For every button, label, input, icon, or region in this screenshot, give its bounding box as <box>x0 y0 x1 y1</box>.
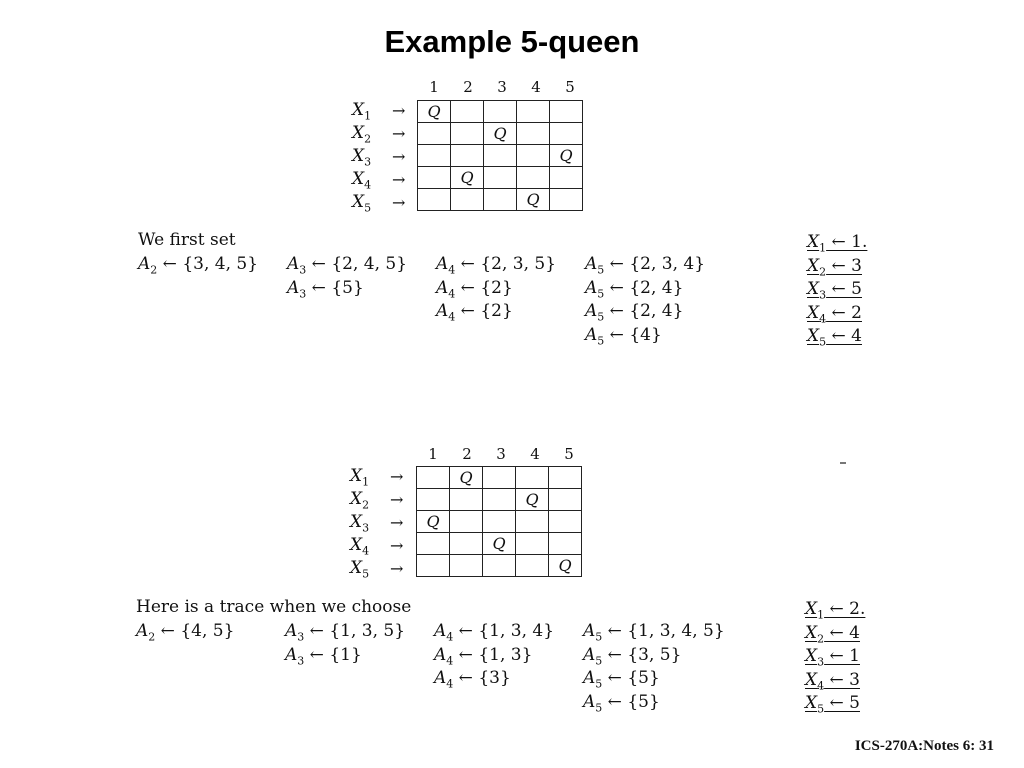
row-arrow-icon: → <box>390 513 404 532</box>
row-label: $X_5$ <box>352 192 372 215</box>
board-cell <box>450 489 483 511</box>
domain-update: $A_3$ ← {1} <box>285 644 362 667</box>
board-cell <box>418 123 451 145</box>
domain-update: $A_5$ ← {4} <box>585 324 662 347</box>
column-header: 2 <box>463 78 473 96</box>
domain-update: $A_5$ ← {1, 3, 4, 5} <box>583 621 725 644</box>
variable-assignment: $X_3$ ← 5 <box>807 279 862 302</box>
domain-update: $A_5$ ← {2, 4} <box>585 277 684 300</box>
domain-update: $A_2$ ← {3, 4, 5} <box>138 254 259 277</box>
domain-update: $A_4$ ← {2} <box>436 277 513 300</box>
queen-cell: Q <box>450 467 483 489</box>
board-cell <box>418 145 451 167</box>
variable-assignment: $X_5$ ← 4 <box>807 326 862 349</box>
board-cell <box>451 145 484 167</box>
row-arrow-icon: → <box>390 490 404 509</box>
domain-update: $A_3$ ← {5} <box>287 277 364 300</box>
board-cell <box>549 533 582 555</box>
domain-update: $A_4$ ← {2, 3, 5} <box>436 254 557 277</box>
board-cell <box>549 489 582 511</box>
board-cell <box>484 145 517 167</box>
domain-update: $A_5$ ← {2, 3, 4} <box>585 254 706 277</box>
board-cell <box>417 467 450 489</box>
board-cell <box>516 511 549 533</box>
row-arrow-icon: → <box>390 536 404 555</box>
column-header: 3 <box>497 78 507 96</box>
domain-update: $A_5$ ← {2, 4} <box>585 301 684 324</box>
domain-update: $A_4$ ← {1, 3, 4} <box>434 621 555 644</box>
column-header: 3 <box>496 445 506 463</box>
board-cell <box>483 555 516 577</box>
board-cell <box>451 123 484 145</box>
row-arrow-icon: → <box>390 467 404 486</box>
variable-assignment: $X_3$ ← 1 <box>805 646 860 669</box>
variable-assignment: $X_1$ ← 1. <box>807 232 868 255</box>
board-row <box>417 511 582 533</box>
row-label: $X_1$ <box>350 466 370 489</box>
board-cell <box>450 555 483 577</box>
column-header: 4 <box>530 445 540 463</box>
board-cell <box>451 101 484 123</box>
board-cell <box>484 167 517 189</box>
board-cell <box>483 511 516 533</box>
row-label: $X_2$ <box>352 123 372 146</box>
board-cell <box>417 555 450 577</box>
variable-assignment: $X_5$ ← 5 <box>805 693 860 716</box>
domain-update: $A_5$ ← {3, 5} <box>583 644 682 667</box>
row-label: $X_5$ <box>350 558 370 581</box>
queen-cell: Q <box>517 189 550 211</box>
board-cell <box>417 489 450 511</box>
queen-cell: Q <box>550 145 583 167</box>
board-cell <box>450 511 483 533</box>
board-cell <box>417 533 450 555</box>
board-cell <box>516 467 549 489</box>
board-cell <box>418 189 451 211</box>
board-cell <box>483 489 516 511</box>
board-row <box>417 467 582 489</box>
board-cell <box>484 101 517 123</box>
row-arrow-icon: → <box>392 193 406 212</box>
board-row <box>418 145 583 167</box>
queen-cell: Q <box>451 167 484 189</box>
column-header: 1 <box>428 445 438 463</box>
column-header: 5 <box>564 445 574 463</box>
column-header: 2 <box>462 445 472 463</box>
column-header: 5 <box>565 78 575 96</box>
chess-board <box>417 100 583 211</box>
row-arrow-icon: → <box>392 101 406 120</box>
board-row <box>418 189 583 211</box>
row-label: $X_4$ <box>350 535 370 558</box>
board-cell <box>549 467 582 489</box>
board-cell <box>517 145 550 167</box>
row-label: $X_4$ <box>352 169 372 192</box>
page-title: Example 5-queen <box>384 24 640 59</box>
row-label: $X_3$ <box>352 146 372 169</box>
board-row <box>418 123 583 145</box>
board-row <box>418 101 583 123</box>
domain-update: $A_5$ ← {5} <box>583 691 660 714</box>
variable-assignment: $X_2$ ← 4 <box>805 622 860 645</box>
domain-update: $A_3$ ← {1, 3, 5} <box>285 621 406 644</box>
board-cell <box>450 533 483 555</box>
board-cell <box>483 467 516 489</box>
domain-update: $A_4$ ← {2} <box>436 301 513 324</box>
domain-update: $A_3$ ← {2, 4, 5} <box>287 254 408 277</box>
board-cell <box>517 123 550 145</box>
board-cell <box>550 167 583 189</box>
row-arrow-icon: → <box>392 170 406 189</box>
row-label: $X_1$ <box>352 100 372 123</box>
queen-cell: Q <box>549 555 582 577</box>
board-cell <box>517 167 550 189</box>
row-label: $X_3$ <box>350 512 370 535</box>
column-header: 4 <box>531 78 541 96</box>
domain-update: $A_4$ ← {1, 3} <box>434 644 533 667</box>
row-arrow-icon: → <box>392 124 406 143</box>
board-cell <box>484 189 517 211</box>
queen-cell: Q <box>483 533 516 555</box>
row-label: $X_2$ <box>350 489 370 512</box>
domain-update: $A_5$ ← {5} <box>583 668 660 691</box>
footer-page-number: ICS-270A:Notes 6: 31 <box>854 738 994 754</box>
board-cell <box>451 189 484 211</box>
queen-cell: Q <box>417 511 450 533</box>
variable-assignment: $X_4$ ← 3 <box>805 669 860 692</box>
board-cell <box>550 123 583 145</box>
board-cell <box>517 101 550 123</box>
trace-caption: Here is a trace when we choose <box>136 597 412 617</box>
scan-speck <box>840 462 846 464</box>
board-cell <box>418 167 451 189</box>
domain-update: $A_2$ ← {4, 5} <box>136 621 235 644</box>
chess-board <box>416 466 582 577</box>
queen-cell: Q <box>516 489 549 511</box>
column-header: 1 <box>429 78 439 96</box>
variable-assignment: $X_1$ ← 2. <box>805 599 866 622</box>
board-row <box>417 555 582 577</box>
trace-caption: We first set <box>138 230 236 250</box>
board-cell <box>549 511 582 533</box>
queen-cell: Q <box>484 123 517 145</box>
queen-cell: Q <box>418 101 451 123</box>
board-row <box>417 489 582 511</box>
board-cell <box>550 189 583 211</box>
variable-assignment: $X_2$ ← 3 <box>807 255 862 278</box>
row-arrow-icon: → <box>390 559 404 578</box>
domain-update: $A_4$ ← {3} <box>434 668 511 691</box>
board-row <box>418 167 583 189</box>
board-cell <box>516 555 549 577</box>
board-cell <box>550 101 583 123</box>
board-row <box>417 533 582 555</box>
variable-assignment: $X_4$ ← 2 <box>807 302 862 325</box>
board-cell <box>516 533 549 555</box>
row-arrow-icon: → <box>392 147 406 166</box>
